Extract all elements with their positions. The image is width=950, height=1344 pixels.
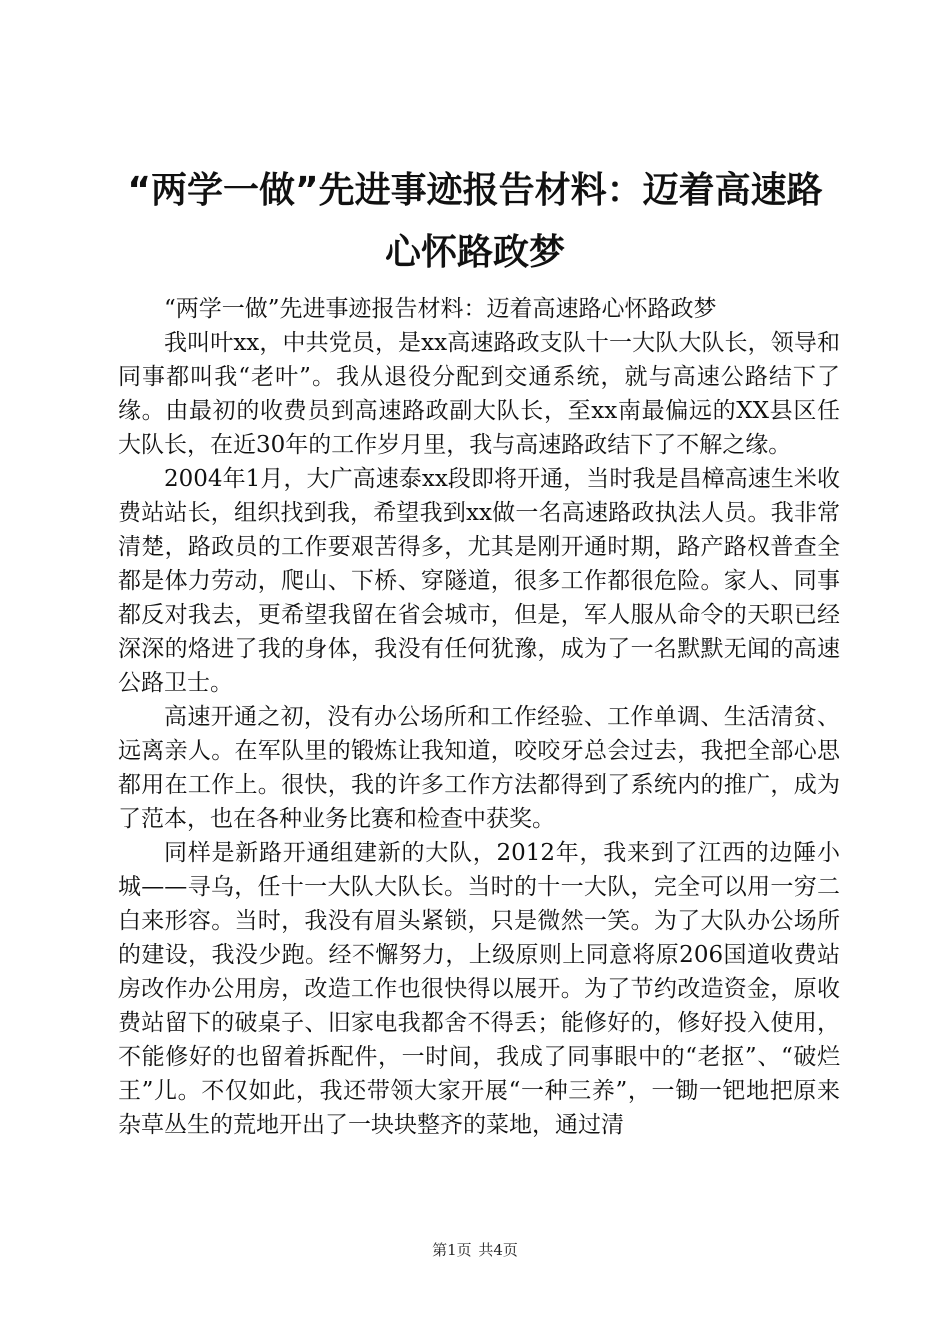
- document-body: [118, 292, 840, 1142]
- title-line-1: “两学一做”先进事迹报告材料：迈着高速路: [127, 170, 823, 211]
- paragraph: 高速开通之初，没有办公场所和工作经验、工作单调、生活清贫、远离亲人。在军队里的锻炼让我知道，咬咬牙总会过去，我把全部心思都用在工作上。很快，我的许多工作方法都得到了系统内的推广，成为了范本，也在各种业务比赛和检查中获奖。: [118, 704, 840, 832]
- document-title: [100, 160, 850, 284]
- page-total: 共4页: [478, 1241, 518, 1259]
- paragraph: 2004年1月，大广高速泰xx段即将开通，当时我是昌樟高速生米收费站站长，组织找到我，希望我到xx做一名高速路政执法人员。我非常清楚，路政员的工作要艰苦得多，尤其是刚开通时期，路产路权普查全都是体力劳动，爬山、下桥、穿隧道，很多工作都很危险。家人、同事都反对我去，更希望我留在省会城市，但是，军人服从命令的天职已经深深的烙进了我的身体，我没有任何犹豫，成为了一名默默无闻的高速公路卫士。: [118, 466, 840, 696]
- paragraph-subtitle: “两学一做”先进事迹报告材料：迈着高速路心怀路政梦: [164, 296, 717, 322]
- title-line-2: 心怀路政梦: [384, 232, 565, 273]
- page-number: 第1页: [432, 1241, 472, 1259]
- paragraph: 同样是新路开通组建新的大队，2012年，我来到了江西的边陲小城——寻乌，任十一大队大队长。当时的十一大队，完全可以用一穷二白来形容。当时，我没有眉头紧锁，只是微然一笑。为了大队办公场所的建设，我没少跑。经不懈努力，上级原则上同意将原206国道收费站房改作办公用房，改造工作也很快得以展开。为了节约改造资金，原收费站留下的破桌子、旧家电我都舍不得丢；能修好的，修好投入使用，不能修好的也留着拆配件，一时间，我成了同事眼中的“老抠”、“破烂王”儿。不仅如此，我还带领大家开展“一种三养”，一锄一钯地把原来杂草丛生的荒地开出了一块块整齐的菜地，通过清: [118, 840, 840, 1138]
- page-footer: [0, 1240, 950, 1260]
- paragraph: 我叫叶xx，中共党员，是xx高速路政支队十一大队大队长，领导和同事都叫我“老叶”。我从退役分配到交通系统，就与高速公路结下了缘。由最初的收费员到高速路政副大队长，至xx南最偏远的XX县区任大队长，在近30年的工作岁月里，我与高速路政结下了不解之缘。: [118, 330, 840, 458]
